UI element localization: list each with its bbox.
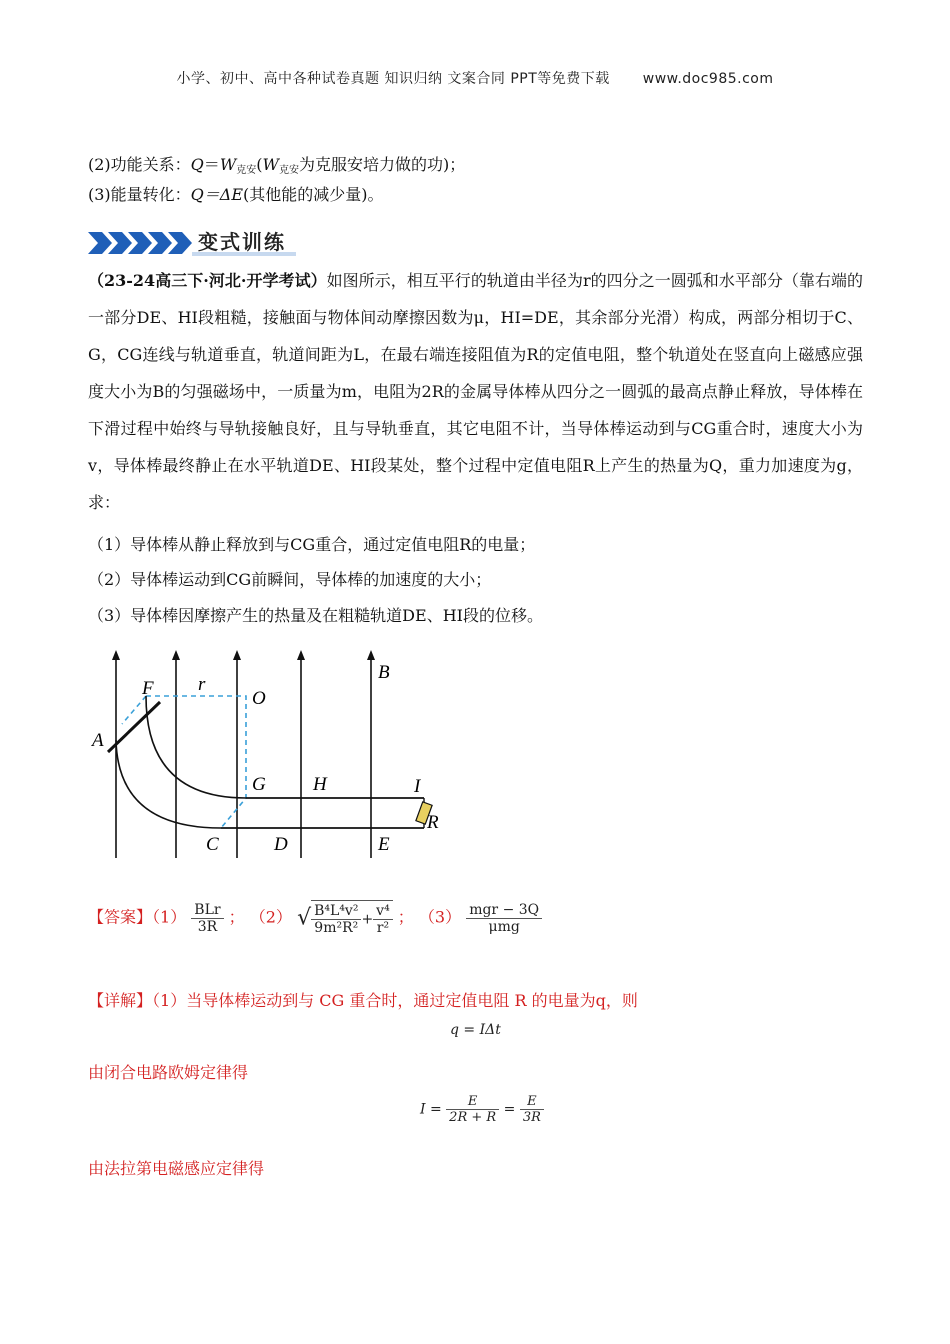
answer-2-t2-num: v⁴ xyxy=(373,903,393,920)
point-2-sub: 克安 xyxy=(236,165,257,176)
answer-2-term-1 xyxy=(311,903,361,936)
answer-sep-1: ； xyxy=(228,907,245,927)
label-e: E xyxy=(378,834,390,855)
label-g: G xyxy=(252,774,266,795)
point-2-label: (2)功能关系： xyxy=(88,155,191,174)
label-h: H xyxy=(313,774,327,795)
answer-sep-2: ； xyxy=(397,907,414,927)
radius-construction xyxy=(146,696,246,828)
answer-2-radicand xyxy=(311,900,393,936)
detail-line-3: 由法拉第电磁感应定律得 xyxy=(88,1159,265,1178)
equation-current xyxy=(420,1094,544,1125)
page-header xyxy=(0,68,950,88)
answer-3-den: μmg xyxy=(488,918,520,935)
arrow-up-icon xyxy=(367,650,375,660)
point-2-q: Q xyxy=(190,155,204,174)
question-2: （2）导体棒运动到CG前瞬间，导体棒的加速度的大小； xyxy=(88,570,492,589)
answer-2-term-2 xyxy=(373,903,393,936)
question-1: （1）导体棒从静止释放到与CG重合，通过定值电阻R的电量； xyxy=(88,535,536,554)
answer-part-3: （3） xyxy=(418,907,462,927)
inner-arc-rail xyxy=(146,696,246,798)
label-o: O xyxy=(252,688,266,709)
point-2-w: W xyxy=(219,155,237,174)
outer-arc-rail xyxy=(116,740,221,828)
detail-line-2: 由闭合电路欧姆定律得 xyxy=(88,1063,249,1082)
answer-tag: 【答案】 xyxy=(88,907,153,927)
label-i: I xyxy=(414,776,421,797)
label-r-radius: r xyxy=(198,674,206,695)
answer-line xyxy=(88,900,542,936)
eq2-equals: = xyxy=(503,1101,516,1118)
arrow-up-icon xyxy=(112,650,120,660)
answer-2-t1-num: B⁴L⁴v² xyxy=(311,903,361,920)
point-3-label: (3)能量转化： xyxy=(88,185,191,204)
eq2-f1-den: 2R + R xyxy=(449,1110,497,1125)
label-c: C xyxy=(206,834,219,855)
eq2-fraction-2 xyxy=(520,1094,544,1125)
problem-statement xyxy=(88,262,863,521)
arrow-up-icon xyxy=(233,650,241,660)
answer-2-plus: + xyxy=(361,911,374,928)
point-2-paren: ( xyxy=(256,155,263,174)
answer-3-num: mgr − 3Q xyxy=(466,902,542,919)
point-3 xyxy=(88,184,384,206)
answer-1-fraction xyxy=(191,902,223,935)
point-2-sub2: 克安 xyxy=(278,165,299,176)
point-3-tail: (其他能的减少量)。 xyxy=(243,185,384,204)
point-3-expr: Q＝ΔE xyxy=(190,185,244,204)
answer-2-t1-den: 9m²R² xyxy=(314,920,359,936)
answer-3-fraction xyxy=(466,902,542,935)
question-3: （3）导体棒因摩擦产生的热量及在粗糙轨道DE、HI段的位移。 xyxy=(88,606,543,625)
label-b-field: B xyxy=(378,662,390,683)
eq2-lhs: I = xyxy=(420,1101,442,1118)
answer-part-1: （1） xyxy=(152,907,187,927)
answer-1-num: BLr xyxy=(191,902,223,919)
eq2-f2-den: 3R xyxy=(522,1110,541,1125)
detail-text-1: （1）当导体棒运动到与 CG 重合时，通过定值电阻 R 的电量为q，则 xyxy=(152,991,638,1010)
point-2-tail: 为克服安培力做的功)； xyxy=(298,155,466,174)
detail-tag: 【详解】 xyxy=(88,991,153,1010)
eq2-fraction-1 xyxy=(446,1094,499,1125)
label-f: F xyxy=(142,678,154,699)
point-2-w2: W xyxy=(262,155,279,174)
header-url[interactable]: www.doc985.com xyxy=(642,71,774,87)
header-text: 小学、初中、高中各种试卷真题 知识归纳 文案合同 PPT等免费下载 xyxy=(176,71,610,87)
point-2 xyxy=(88,154,465,182)
problem-body: 如图所示，相互平行的轨道由半径为r的四分之一圆弧和水平部分（靠右端的一部分DE、HI段粗糙，接触面与物体间动摩擦因数为μ，HI=DE，其余部分光滑）构成，两部分相切于C、G，CG连线与轨道垂直，轨道间距为L，在最右端连接阻值为R的定值电阻，整个轨道处在竖直向上磁感应强度大小为B的匀强磁场中，一质量为m，电阻为2R的金属导体棒从四分之一圆弧的最高点静止释放，导体棒在下滑过程中始终与导轨接触良好，且与导轨垂直，其它电阻不计，当导体棒运动到与CG重合时，速度大小为v，导体棒最终静止在水平轨道DE、HI段某处，整个过程中定值电阻R上产生的热量为Q，重力加速度为g，求： xyxy=(88,271,863,512)
label-resistor: R xyxy=(427,812,439,833)
arrow-up-icon xyxy=(297,650,305,660)
eq2-f2-num: E xyxy=(520,1094,544,1110)
point-2-eq: ＝ xyxy=(203,155,220,174)
rail-diagram xyxy=(88,648,458,864)
problem-source: （23-24高三下·河北·开学考试） xyxy=(88,271,327,290)
answer-part-2: （2） xyxy=(249,907,292,927)
label-d: D xyxy=(274,834,288,855)
section-title: 变式训练 xyxy=(198,230,286,254)
label-a: A xyxy=(92,730,104,751)
chevron-icon xyxy=(88,232,112,254)
detail-line-1 xyxy=(88,990,638,1012)
sqrt-icon: √ xyxy=(297,905,312,931)
equation-charge: q = IΔt xyxy=(450,1022,501,1038)
answer-1-den: 3R xyxy=(197,918,218,935)
eq2-f1-num: E xyxy=(446,1094,499,1110)
arrow-up-icon xyxy=(172,650,180,660)
answer-2-t2-den: r² xyxy=(376,920,390,936)
